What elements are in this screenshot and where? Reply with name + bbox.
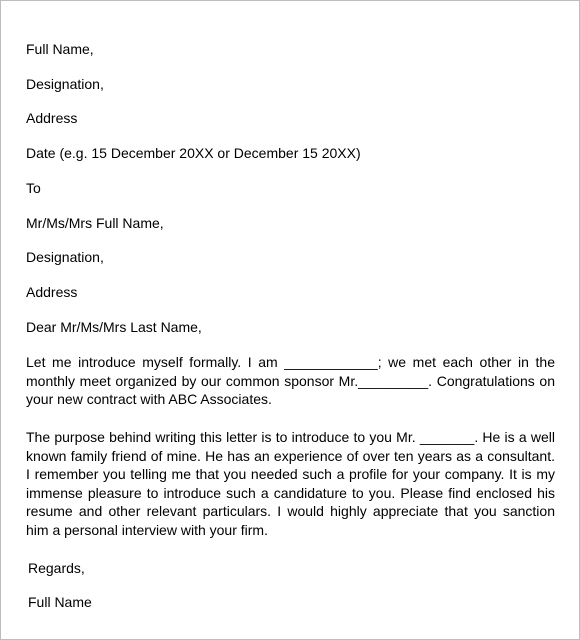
body-paragraph-2	[26, 428, 555, 539]
sender-designation: Designation,	[26, 76, 104, 92]
sender-name: Full Name,	[26, 41, 94, 57]
sender-address: Address	[26, 110, 78, 126]
paragraph-line: Let me introduce myself formally. I am ____________; we met each other in the	[26, 354, 555, 370]
recipient-address: Address	[26, 284, 78, 300]
paragraph-line: known family friend of mine. He has an experience of over ten years as a consultant.	[26, 447, 555, 464]
body-paragraph-1	[26, 353, 555, 409]
paragraph-line: I remember you telling me that you needed such a profile for your company. It is my	[26, 466, 555, 482]
closing-name: Full Name	[28, 594, 92, 610]
salutation: Dear Mr/Ms/Mrs Last Name,	[26, 319, 202, 335]
recipient-designation: Designation,	[26, 249, 104, 265]
letter-date: Date (e.g. 15 December 20XX or December 15 20XX)	[26, 145, 361, 161]
paragraph-line: your new contract with ABC Associates.	[26, 391, 272, 407]
paragraph-line: immense pleasure to introduce such a candidature to you. Please find enclosed his	[26, 484, 555, 501]
paragraph-line: resume and other relevant particulars. I would highly appreciate that you sanction	[26, 503, 555, 519]
paragraph-line: monthly meet organized by our common sponsor Mr._________. Congratulations on	[26, 372, 555, 389]
paragraph-line: The purpose behind writing this letter is to introduce to you Mr. _______. He is a well	[26, 429, 555, 445]
paragraph-line: him a personal interview with your firm.	[26, 521, 268, 538]
recipient-to: To	[26, 180, 41, 196]
recipient-name: Mr/Ms/Mrs Full Name,	[26, 215, 164, 231]
closing-regards: Regards,	[28, 560, 85, 576]
